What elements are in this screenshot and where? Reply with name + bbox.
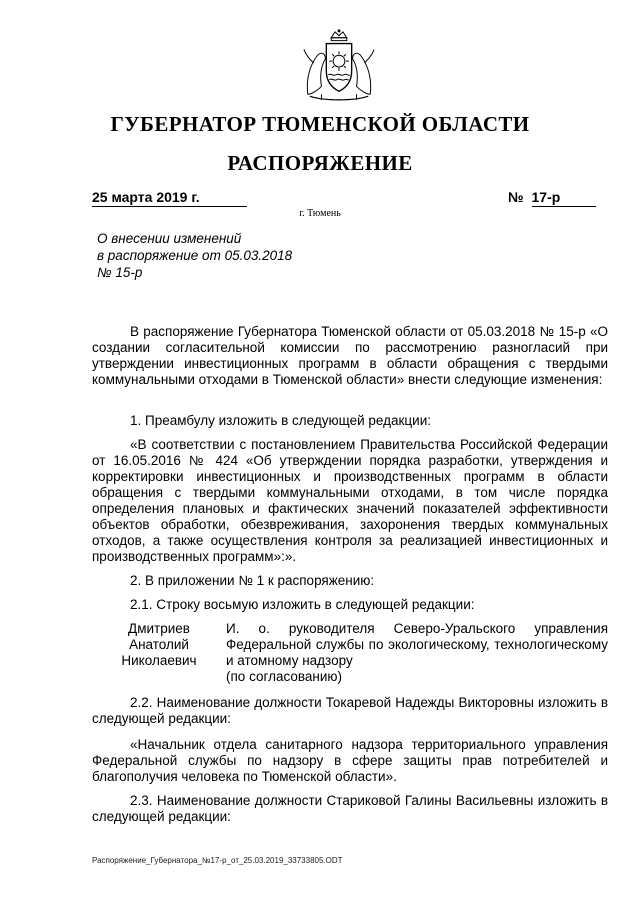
footer-file-name: Распоряжение_Губернатора_№17-р_от_25.03.2019_33733805.ODT [92, 856, 343, 865]
subject-line: О внесении изменений [97, 231, 242, 246]
item-2-3-text: 2.3. Наименование должности Стариковой Галины Васильевны изложить в следующей редакции: [92, 793, 608, 824]
number-label: № [508, 189, 524, 205]
member-position-text: И. о. руководителя Северо-Уральского управления Федеральной службы по экологическому, технологическому и атомному надзору [226, 621, 608, 668]
document-type: РАСПОРЯЖЕНИЕ [227, 151, 413, 175]
item-2-1-text: 2.1. Строку восьмую изложить в следующей редакции: [130, 597, 475, 612]
member-position [226, 621, 608, 685]
document-subject [97, 230, 292, 281]
member-first-name: Анатолий [129, 637, 189, 652]
governor-title: ГУБЕРНАТОР ТЮМЕНСКОЙ ОБЛАСТИ [110, 112, 530, 136]
member-name [92, 621, 226, 685]
item-2-text: 2. В приложении № 1 к распоряжению: [130, 573, 375, 588]
subject-line: № 15-р [97, 265, 143, 280]
tyumen-coat-of-arms-icon [300, 26, 378, 104]
item-1-text: 1. Преамбулу изложить в следующей редакции: [130, 413, 431, 428]
city: г. Тюмень [299, 208, 341, 219]
item-2-2-quote-text: «Начальник отдела санитарного надзора территориального управления Федеральной службы по надзору в сфере защиты прав потребителей и благополучия человека по Тюменской области». [92, 737, 608, 784]
intro-paragraph [92, 324, 608, 388]
item-2-2-quote [92, 737, 608, 785]
item-2 [92, 573, 608, 589]
item-1 [92, 413, 608, 429]
subject-line: в распоряжение от 05.03.2018 [97, 248, 293, 263]
document-number [508, 189, 604, 207]
member-surname: Дмитриев [128, 621, 190, 636]
number-value: 17-р [532, 189, 596, 207]
item-1-quote [92, 437, 608, 565]
member-patronymic: Николаевич [121, 653, 197, 668]
item-2-2 [92, 695, 608, 727]
intro-text: В распоряжение Губернатора Тюменской области от 05.03.2018 № 15-р «О создании согласительной комиссии по рассмотрению разногласий при утверждении инвестиционных программ в области обращения с твердыми коммунальными отходами в Тюменской области» внести следующие изменения: [92, 324, 608, 387]
item-2-3 [92, 793, 608, 825]
item-2-2-text: 2.2. Наименование должности Токаревой Надежды Викторовны изложить в следующей редакции: [92, 695, 608, 726]
document-date: 25 марта 2019 г. [92, 189, 247, 207]
member-position-note: (по согласованию) [226, 669, 343, 684]
commission-member-row [92, 621, 608, 685]
item-1-quote-text: «В соответствии с постановлением Правительства Российской Федерации от 16.05.2016 № 424 «Об утверждении порядка разработки, утверждения и корректировки инвестиционных и производственных программ в области обращения с твердыми коммунальными отходами, в том числе порядка определения плановых и фактических значений показателей эффективности объектов обработки, обезвреживания, захоронения твердых коммунальных отходов, а также осуществления контроля за реализацией инвестиционных и производственных программ»:». [92, 437, 608, 564]
item-2-1 [92, 597, 608, 613]
